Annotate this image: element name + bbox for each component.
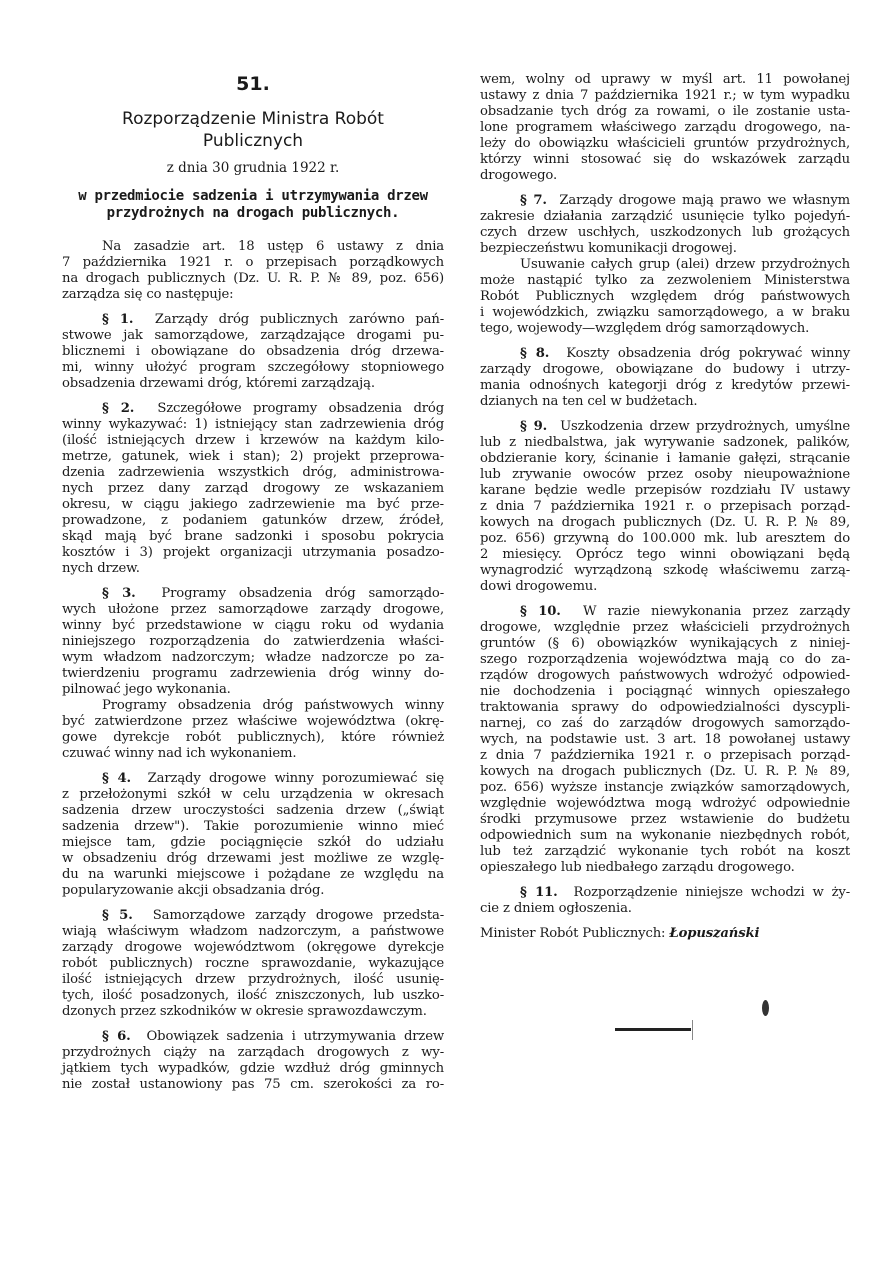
text-line: niniejszego rozporządzenia do zatwierdzenia właści- — [62, 634, 444, 649]
text-line: drogowe, względnie przez właścicieli przydrożnych — [480, 620, 850, 635]
text-span: Szczegółowe programy obsadzenia dróg — [157, 401, 445, 416]
text-line: może nastąpić tylko za zezwoleniem Ministerstwa — [480, 273, 850, 288]
section-label: § 3. — [102, 586, 136, 601]
text-line: nych drzew. — [62, 561, 140, 576]
text-line: kowych na drogach publicznych (Dz. U. R. P. № 89, — [480, 764, 850, 779]
ink-blot-mark — [762, 1000, 769, 1016]
text-line: wiają właściwym władzom nadzorczym, a państwowe — [62, 924, 444, 939]
text-line: poz. 656) grzywną do 100.000 mk. lub aresztem do — [480, 531, 850, 546]
text-line — [480, 419, 850, 435]
text-line: miejsce tam, gdzie pociągnięcie szkół do udziału — [62, 835, 444, 850]
text-span: Samorządowe zarządy drogowe przedsta- — [152, 908, 444, 923]
text-line: i wojewódzkich, związku samorządowego, a w braku — [480, 305, 850, 320]
section-label: § 5. — [102, 908, 133, 923]
text-line: twierdzeniu programu zadrzewienia dróg winny do- — [62, 666, 444, 681]
text-line: rządów drogowych państwowych wdrożyć odpowied- — [480, 668, 850, 683]
text-line: wych, na podstawie ust. 3 art. 18 powołanej ustawy — [480, 732, 850, 747]
text-line: wych ułożone przez samorządowe zarządy drogowe, — [62, 602, 444, 617]
section-label: § 9. — [520, 419, 548, 434]
text-span: Obowiązek sadzenia i utrzymywania drzew — [146, 1029, 444, 1044]
text-line: Usuwanie całych grup (alei) drzew przydrożnych — [520, 257, 850, 272]
section-11 — [480, 885, 850, 917]
text-line: którzy winni stosować się do wskazówek zarządu — [480, 152, 850, 167]
section-label: § 6. — [102, 1029, 131, 1044]
text-line: sadzenia drzew uroczystości sadzenia drzew („świąt — [62, 803, 444, 818]
text-line: blicznemi i obowiązane do obsadzenia dróg drzewa- — [62, 344, 444, 359]
text-line — [62, 401, 444, 417]
text-line: dzenia zadrzewienia wszystkich dróg, administrowa- — [62, 465, 444, 480]
text-line: poz. 656) wyższe instancje związków samorządowych, — [480, 780, 850, 795]
text-line: gruntów (§ 6) obowiązków wynikających z niniej- — [480, 636, 850, 651]
text-line: popularyzowanie akcji obsadzania dróg. — [62, 883, 325, 898]
text-line — [480, 346, 850, 362]
section-label: § 4. — [102, 771, 131, 786]
section-10 — [480, 604, 850, 876]
text-line: tego, wojewody—względem dróg samorządowych. — [480, 321, 810, 336]
text-line: traktowania sprawy do odpowiedzialności dyscypli- — [480, 700, 850, 715]
text-line: czuwać winny nad ich wykonaniem. — [62, 746, 297, 761]
text-line: względnie województwa mogą wdrożyć odpowiednie — [480, 796, 850, 811]
text-line: mi, winny ułożyć program szczegółowy stopniowego — [62, 360, 444, 375]
text-line: dzianych na ten cel w budżetach. — [480, 394, 698, 409]
text-line: obsadzenia drzewami dróg, któremi zarządzają. — [62, 376, 375, 391]
section-6-continued — [480, 72, 850, 184]
text-line: wem, wolny od uprawy w myśl art. 11 powołanej — [480, 72, 850, 87]
section-label: § 2. — [102, 401, 135, 416]
text-line: tych, ilość posadzonych, ilość zniszczonych, lub uszko- — [62, 988, 444, 1003]
signature-name: Łopuszański — [669, 926, 760, 941]
text-line: ilość istniejących drzew przydrożnych, ilość usunię- — [62, 972, 444, 987]
text-line: Programy obsadzenia dróg państwowych winny — [102, 698, 444, 713]
scan-mark — [692, 1020, 693, 1040]
section-label: § 8. — [520, 346, 550, 361]
text-line: dzonych przez szkodników w okresie sprawozdawczym. — [62, 1004, 427, 1019]
text-line: jątkiem tych wypadków, gdzie wzdłuż dróg gminnych — [62, 1061, 444, 1076]
text-line: lub z niedbalstwa, jak wyrywanie sadzonek, palików, — [480, 435, 850, 450]
text-line: wynagrodzić wyrządzoną szkodę właściwemu zarzą- — [480, 563, 850, 578]
document-number: 51. — [236, 73, 270, 95]
text-span: Zarządy drogowe mają prawo we własnym — [559, 193, 850, 208]
text-span: W razie niewykonania przez zarządy — [582, 604, 850, 619]
text-line: dowi drogowemu. — [480, 579, 598, 594]
signature-line — [480, 926, 850, 942]
text-line: zarządza się co następuje: — [62, 287, 234, 302]
text-line: nie został ustanowiony pas 75 cm. szerokości za ro- — [62, 1077, 444, 1092]
text-line — [480, 885, 850, 901]
text-line: robót publicznych) roczne sprawozdanie, wykazujące — [62, 956, 444, 971]
text-line: zarządy drogowe, obowiązane do budowy i utrzy- — [480, 362, 850, 377]
text-line: du na warunki miejscowe i pożądane ze względu na — [62, 867, 444, 882]
text-line: z dnia 7 października 1921 r. o przepisach porząd- — [480, 748, 850, 763]
text-line: skąd mają być brane sadzonki i sposobu pokrycia — [62, 529, 444, 544]
text-line: mania odnośnych kategorji dróg z kredytów przewi- — [480, 378, 850, 393]
text-line: przydrożnych ciąży na zarządach drogowych z wy- — [62, 1045, 444, 1060]
text-line: stwowe jak samorządowe, zarządzające drogami pu- — [62, 328, 444, 343]
section-label: § 7. — [520, 193, 547, 208]
text-line: karane będzie wedle przepisów rozdziału IV ustawy — [480, 483, 850, 498]
text-span: Programy obsadzenia dróg samorządo- — [161, 586, 444, 601]
section-8 — [480, 346, 850, 410]
text-line — [62, 908, 444, 924]
text-span: Zarządy drogowe winny porozumiewać się — [147, 771, 445, 786]
text-line — [480, 604, 850, 620]
text-line — [62, 1029, 444, 1045]
section-label: § 10. — [520, 604, 561, 619]
text-line: kowych na drogach publicznych (Dz. U. R. P. № 89, — [480, 515, 850, 530]
text-line: winny wykazywać: 1) istniejący stan zadrzewienia dróg — [62, 417, 444, 432]
end-rule-divider — [615, 1028, 691, 1031]
text-line: nych przez dany zarząd drogowy ze wskazaniem — [62, 481, 444, 496]
text-line: gowe dyrekcje robót publicznych), które również — [62, 730, 444, 745]
section-6 — [62, 1029, 444, 1093]
text-line — [480, 193, 850, 209]
text-line: czych drzew uschłych, uszkodzonych lub grożących — [480, 225, 850, 240]
title-line-1: Rozporządzenie Ministra Robót — [122, 109, 384, 129]
text-span: Zarządy dróg publicznych zarówno pań- — [154, 312, 445, 327]
text-line: 2 miesięcy. Oprócz tego winni obowiązani będą — [480, 547, 850, 562]
text-line: obdzieranie kory, ścinanie i łamanie gałęzi, strącanie — [480, 451, 850, 466]
text-line: nie dochodzenia i pociągnąć winnych opieszałego — [480, 684, 850, 699]
section-4 — [62, 771, 444, 899]
section-2 — [62, 401, 444, 577]
subject-line-2: przydrożnych na drogach publicznych. — [106, 205, 400, 221]
text-line: leży do obowiązku właścicieli gruntów przydrożnych, — [480, 136, 850, 151]
signature — [480, 926, 850, 942]
text-line: być zatwierdzone przez właściwe województwa (okrę- — [62, 714, 444, 729]
text-span: Rozporządzenie niniejsze wchodzi w ży- — [573, 885, 851, 900]
text-line: drogowego. — [480, 168, 558, 183]
text-line: winny być przedstawione w ciągu roku od wydania — [62, 618, 444, 633]
text-line: środki przymusowe przez wstawienie do budżetu — [480, 812, 850, 827]
subject-line-1: w przedmiocie sadzenia i utrzymywania drzew — [78, 188, 428, 204]
section-label: § 11. — [520, 885, 558, 900]
text-line: zakresie działania zarządzić usunięcie tylko pojedyń- — [480, 209, 850, 224]
text-line: narnej, co zaś do zarządów drogowych samorządo- — [480, 716, 850, 731]
text-line: sadzenia drzew"). Takie porozumienie winno mieć — [62, 819, 444, 834]
text-line: pilnować jego wykonania. — [62, 682, 231, 697]
title-line-2: Publicznych — [202, 131, 304, 151]
text-line: okresu, w ciągu jakiego zadrzewienie ma być prze- — [62, 497, 444, 512]
text-line: prowadzone, z podaniem gatunków drzew, źródeł, — [62, 513, 444, 528]
text-line — [62, 771, 444, 787]
text-line: cie z dniem ogłoszenia. — [480, 901, 632, 916]
document-subject — [62, 188, 444, 222]
text-line: ustawy z dnia 7 października 1921 r.; w tym wypadku — [480, 88, 850, 103]
text-line: Robót Publicznych względem dróg państwowych — [480, 289, 850, 304]
text-line: z przełożonymi szkół w celu urządzenia w okresach — [62, 787, 444, 802]
text-line: kosztów i 3) projekt organizacji utrzymania posadzo- — [62, 545, 444, 560]
section-3 — [62, 586, 444, 762]
section-label: § 1. — [102, 312, 134, 327]
text-line: 7 października 1921 r. o przepisach porządkowych — [62, 255, 444, 270]
section-9 — [480, 419, 850, 595]
right-column — [480, 72, 850, 951]
signature-prefix: Minister Robót Publicznych: — [480, 926, 666, 941]
preamble — [62, 239, 444, 303]
text-line: obsadzanie tych dróg za rowami, o ile zostanie usta- — [480, 104, 850, 119]
document-title — [62, 108, 444, 152]
text-line: zarządy drogowe województwom (okręgowe dyrekcje — [62, 940, 444, 955]
text-line: w obsadzeniu dróg drzewami jest możliwe ze wzglę- — [62, 851, 444, 866]
text-line: wym władzom nadzorczym; władze nadzorcze po za- — [62, 650, 444, 665]
text-line — [62, 312, 444, 328]
text-line: odpowiednich sum na wykonanie niezbędnych robót, — [480, 828, 850, 843]
text-line: bezpieczeństwu komunikacji drogowej. — [480, 241, 737, 256]
text-span: Uszkodzenia drzew przydrożnych, umyślne — [560, 419, 850, 434]
text-line: Na zasadzie art. 18 ustęp 6 ustawy z dnia — [102, 239, 444, 254]
document-date: z dnia 30 grudnia 1922 r. — [166, 160, 340, 176]
text-line: z dnia 7 października 1921 r. o przepisach porząd- — [480, 499, 850, 514]
text-line: szego rozporządzenia województwa mają co do za- — [480, 652, 850, 667]
section-7 — [480, 193, 850, 337]
section-5 — [62, 908, 444, 1020]
section-1 — [62, 312, 444, 392]
text-line: na drogach publicznych (Dz. U. R. P. № 89, poz. 656) — [62, 271, 444, 286]
text-span: Koszty obsadzenia dróg pokrywać winny — [566, 346, 850, 361]
text-line — [62, 586, 444, 602]
text-line: metrze, gatunek, wiek i stan); 2) projekt przeprowa- — [62, 449, 444, 464]
text-line: (ilość istniejących drzew i krzewów na każdym kilo- — [62, 433, 444, 448]
left-column — [62, 239, 444, 1102]
text-line: lone programem właściwego zarządu drogowego, na- — [480, 120, 850, 135]
text-line: opieszałego lub niedbałego zarządu drogowego. — [480, 860, 795, 875]
text-line: lub też zarządzić wykonanie tych robót na koszt — [480, 844, 850, 859]
text-line: lub zrywanie owoców przez osoby nieupoważnione — [480, 467, 850, 482]
